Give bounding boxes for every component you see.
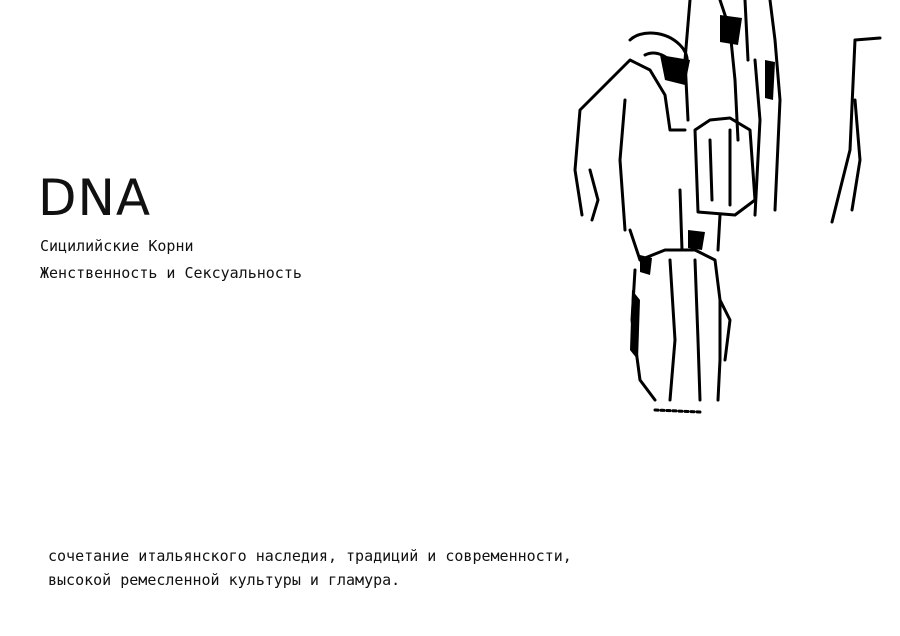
description-line: сочетание итальянского наследия, традиций и современности, — [48, 547, 572, 565]
description — [48, 544, 572, 592]
subtitle-sicilian-roots: Сицилийские Корни — [40, 237, 194, 255]
subtitle-femininity: Женственность и Сексуальность — [40, 264, 302, 282]
fashion-sketch-illustration — [570, 0, 900, 430]
description-line: высокой ремесленной культуры и гламура. — [48, 571, 401, 589]
page-title: DNA — [38, 169, 152, 227]
